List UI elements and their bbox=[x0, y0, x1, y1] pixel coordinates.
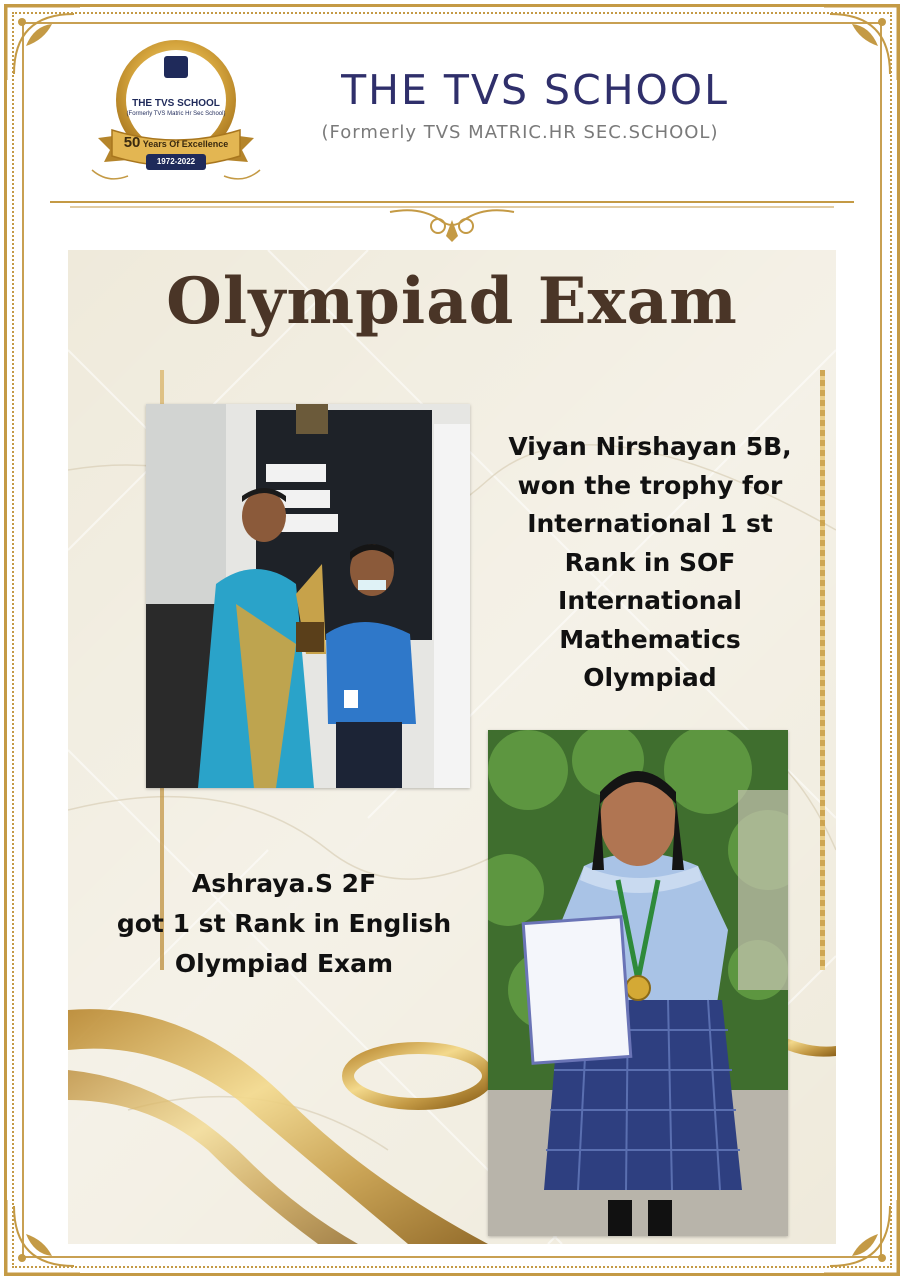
olympiad-panel bbox=[68, 250, 836, 1244]
caption-viyan-line: Rank in SOF bbox=[564, 547, 736, 577]
caption-ashraya-line: Ashraya.S 2F bbox=[191, 869, 377, 898]
caption-ashraya bbox=[108, 864, 460, 984]
school-title: THE TVS SCHOOL bbox=[341, 66, 729, 114]
school-subtitle: (Formerly TVS MATRIC.HR SEC.SCHOOL) bbox=[321, 122, 719, 143]
header-divider-ornament bbox=[40, 196, 864, 246]
logo-school-name: THE TVS SCHOOL bbox=[132, 98, 220, 109]
medal-photo-image bbox=[488, 730, 788, 1236]
corner-ornament-top-right bbox=[822, 4, 900, 82]
caption-viyan bbox=[488, 428, 812, 698]
olympiad-title: Olympiad Exam bbox=[166, 264, 738, 339]
medal-photo bbox=[488, 730, 788, 1236]
school-anniversary-logo bbox=[88, 38, 264, 188]
caption-viyan-line: won the trophy for bbox=[517, 470, 783, 500]
caption-ashraya-line: got 1 st Rank in English bbox=[116, 909, 452, 938]
caption-viyan-line: International bbox=[558, 586, 742, 615]
logo-years: 1972-2022 bbox=[156, 157, 196, 166]
caption-viyan-line: Viyan Nirshayan 5B, bbox=[508, 432, 792, 461]
caption-viyan-line: International 1 st bbox=[527, 509, 773, 538]
logo-anniversary-text: Years Of Excellence bbox=[142, 139, 229, 149]
trophy-photo-image bbox=[146, 404, 470, 788]
caption-ashraya-line: Olympiad Exam bbox=[174, 949, 394, 978]
trophy-photo bbox=[146, 404, 470, 788]
logo-anniversary-banner bbox=[88, 134, 264, 151]
corner-ornament-top-left bbox=[4, 4, 82, 82]
gold-accent-line-right bbox=[820, 370, 825, 970]
logo-anniversary-number: 50 bbox=[123, 134, 141, 151]
caption-viyan-line: Olympiad bbox=[583, 663, 717, 692]
caption-viyan-line: Mathematics bbox=[559, 624, 741, 654]
logo-formerly-text: (Formerly TVS Matric Hr Sec School) bbox=[126, 111, 226, 117]
